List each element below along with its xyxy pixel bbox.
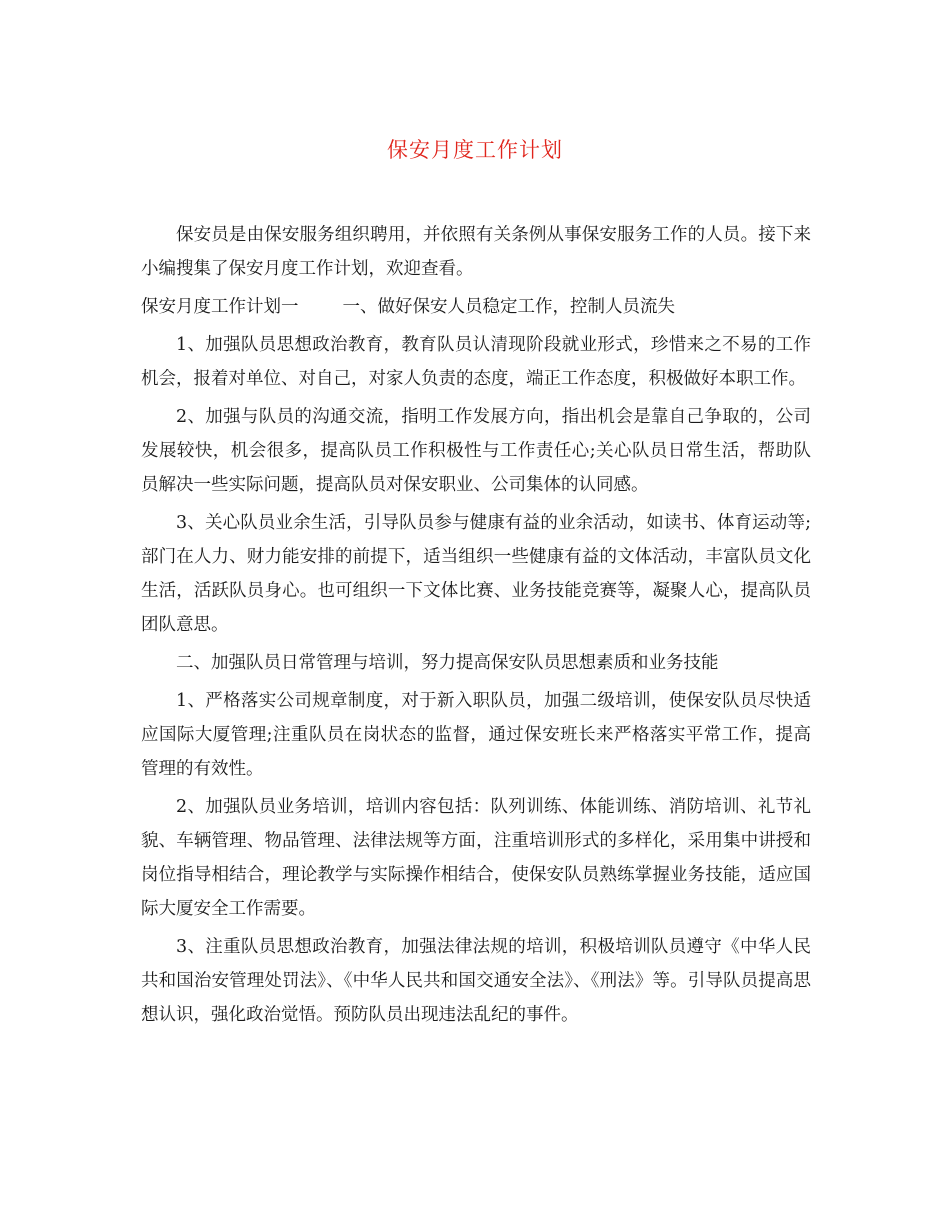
plan-heading-line <box>141 290 811 324</box>
section1-item-2: 2、加强与队员的沟通交流，指明工作发展方向，指出机会是靠自己争取的，公司发展较快，机会很多，提高队员工作积极性与工作责任心;关心队员日常生活，帮助队员解决一些实际问题，提高队员对保安职业、公司集体的认同感。 <box>141 407 811 495</box>
document-body <box>141 218 811 1036</box>
section1-item-1: 1、加强队员思想政治教育，教育队员认清现阶段就业形式，珍惜来之不易的工作机会，报着对单位、对自己，对家人负责的态度，端正工作态度，积极做好本职工作。 <box>141 335 811 389</box>
section1-item-3: 3、关心队员业余生活，引导队员参与健康有益的业余活动，如读书、体育运动等;部门在人力、财力能安排的前提下，适当组织一些健康有益的文体活动，丰富队员文化生活，活跃队员身心。也可组织一下文体比赛、业务技能竞赛等，凝聚人心，提高队员团队意思。 <box>141 513 811 635</box>
section2-heading: 二、加强队员日常管理与培训，努力提高保安队员思想素质和业务技能 <box>176 653 719 673</box>
section2-item-2: 2、加强队员业务培训，培训内容包括：队列训练、体能训练、消防培训、礼节礼貌、车辆管理、物品管理、法律法规等方面，注重培训形式的多样化，采用集中讲授和岗位指导相结合，理论教学与实际操作相结合，使保安队员熟练掌握业务技能，适应国际大厦安全工作需要。 <box>141 797 811 919</box>
plan-label: 保安月度工作计划一 <box>141 297 299 317</box>
section2-item-1: 1、严格落实公司规章制度，对于新入职队员，加强二级培训，使保安队员尽快适应国际大厦管理;注重队员在岗状态的监督，通过保安班长来严格落实平常工作，提高管理的有效性。 <box>141 691 811 779</box>
document-title: 保安月度工作计划 <box>387 138 563 162</box>
section2-item-3: 3、注重队员思想政治教育，加强法律法规的培训，积极培训队员遵守《中华人民共和国治安管理处罚法》、《中华人民共和国交通安全法》、《刑法》等。引导队员提高思想认识，强化政治觉悟。预防队员出现违法乱纪的事件。 <box>141 937 811 1025</box>
section1-heading: 一、做好保安人员稳定工作，控制人员流失 <box>342 297 675 317</box>
intro-paragraph: 保安员是由保安服务组织聘用，并依照有关条例从事保安服务工作的人员。接下来小编搜集了保安月度工作计划，欢迎查看。 <box>141 225 811 279</box>
